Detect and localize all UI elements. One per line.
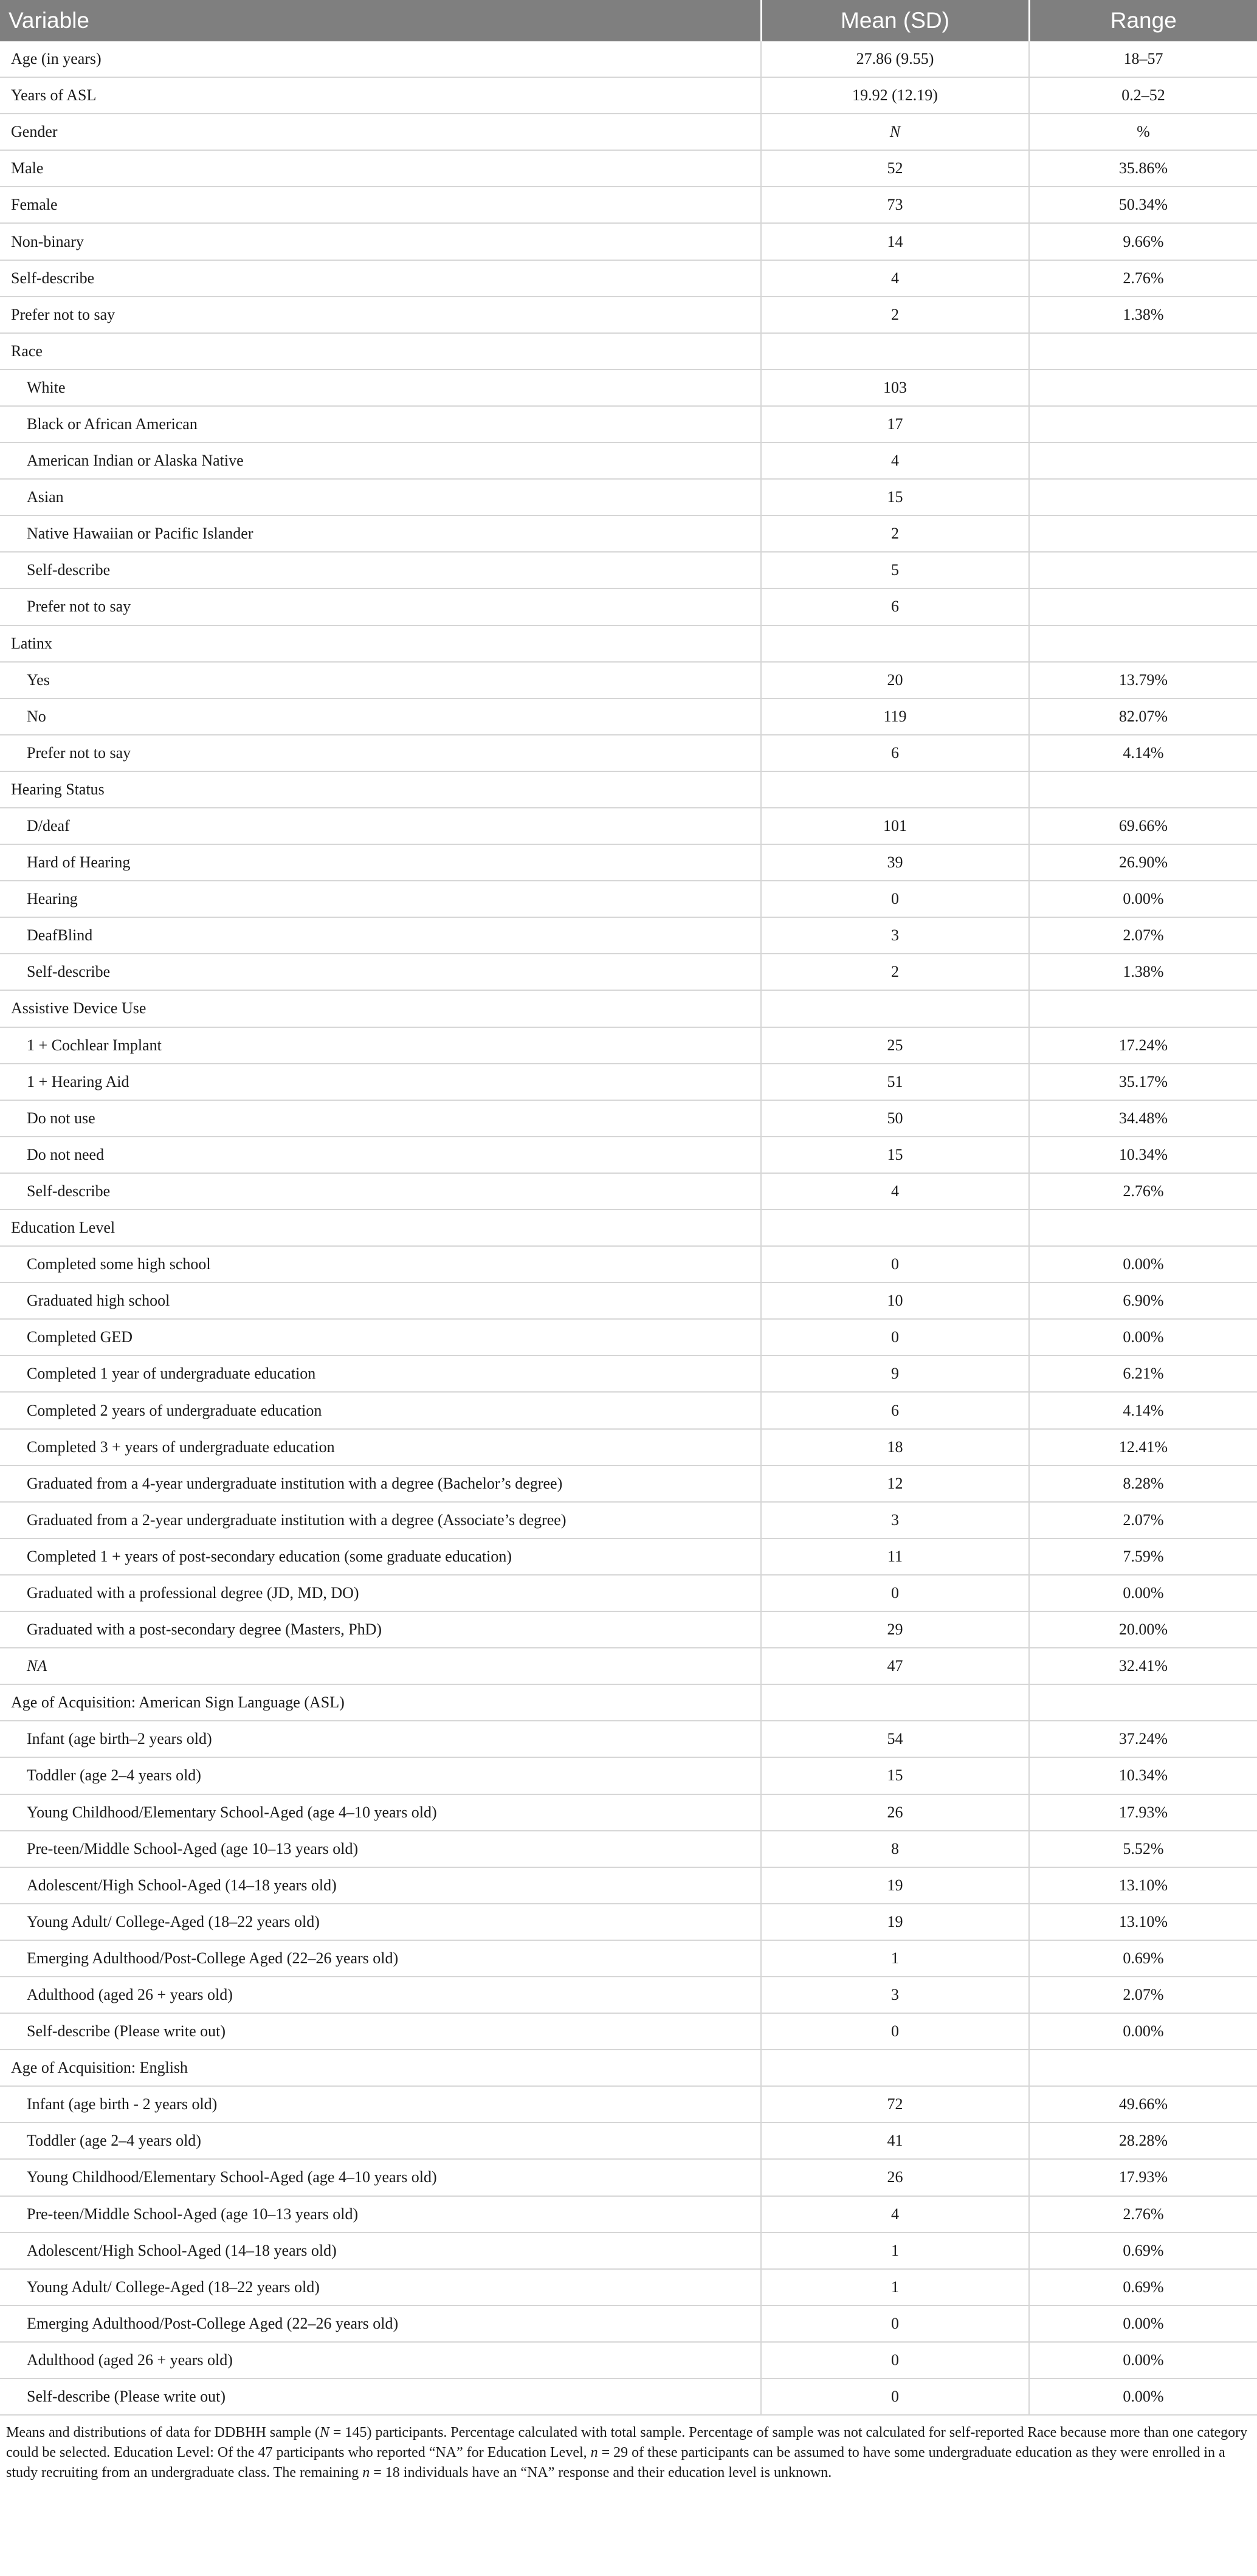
mean-sd-cell: 39 [761,844,1029,881]
variable-cell: Age (in years) [0,41,761,77]
section-row [0,1684,1257,1721]
table-row [0,2306,1257,2342]
range-cell: 35.86% [1029,150,1257,187]
table-row [0,1429,1257,1465]
table-row [0,479,1257,515]
mean-sd-cell: 103 [761,370,1029,406]
range-cell: 9.66% [1029,223,1257,260]
mean-sd-cell: 50 [761,1100,1029,1137]
mean-sd-cell [761,771,1029,808]
mean-sd-cell: 15 [761,1757,1029,1794]
variable-cell: Graduated with a professional degree (JD, MD, DO) [0,1575,761,1611]
range-cell: 5.52% [1029,1831,1257,1867]
range-cell: 28.28% [1029,2123,1257,2159]
mean-sd-cell: 1 [761,2233,1029,2269]
table-row [0,1648,1257,1684]
variable-cell: Adulthood (aged 26 + years old) [0,2342,761,2378]
footnote-n2-label: n [362,2465,370,2481]
range-cell: 34.48% [1029,1100,1257,1137]
variable-cell: NA [0,1648,761,1684]
mean-sd-cell: 1 [761,1940,1029,1977]
range-cell: 2.76% [1029,1173,1257,1210]
variable-cell: Years of ASL [0,77,761,114]
mean-sd-cell: 0 [761,2013,1029,2050]
mean-sd-cell: 19.92 (12.19) [761,77,1029,114]
footnote-n-total-label: N [319,2425,329,2441]
variable-cell: Prefer not to say [0,735,761,771]
variable-cell: Yes [0,662,761,698]
mean-sd-cell: 4 [761,2196,1029,2233]
table-row [0,1502,1257,1538]
section-label: Latinx [0,625,761,662]
mean-sd-cell: 14 [761,223,1029,260]
mean-sd-cell: 1 [761,2269,1029,2306]
mean-sd-cell: 101 [761,808,1029,844]
variable-cell: Prefer not to say [0,588,761,625]
variable-cell: Native Hawaiian or Pacific Islander [0,515,761,552]
mean-sd-cell: 4 [761,1173,1029,1210]
mean-sd-cell: 29 [761,1611,1029,1648]
section-row [0,1210,1257,1246]
variable-cell: Pre-teen/Middle School-Aged (age 10–13 years old) [0,2196,761,2233]
table-row [0,954,1257,990]
table-row [0,77,1257,114]
variable-cell: Young Adult/ College-Aged (18–22 years old) [0,1904,761,1940]
table-row [0,2378,1257,2415]
mean-sd-cell: 4 [761,443,1029,479]
range-cell [1029,990,1257,1027]
range-cell [1029,370,1257,406]
mean-sd-cell: 18 [761,1429,1029,1465]
mean-sd-cell: 0 [761,1575,1029,1611]
mean-sd-cell: 5 [761,552,1029,588]
range-cell: 6.90% [1029,1283,1257,1319]
range-cell: 69.66% [1029,808,1257,844]
variable-cell: Completed 1 year of undergraduate education [0,1355,761,1392]
table-header-row [0,0,1257,41]
mean-sd-cell: 0 [761,2378,1029,2415]
variable-cell: Toddler (age 2–4 years old) [0,1757,761,1794]
range-cell: 0.2–52 [1029,77,1257,114]
range-cell [1029,771,1257,808]
range-cell: 0.69% [1029,2269,1257,2306]
mean-sd-cell: 17 [761,406,1029,443]
section-row [0,990,1257,1027]
mean-sd-cell: 119 [761,698,1029,735]
mean-sd-cell [761,625,1029,662]
table-row [0,735,1257,771]
range-cell: 2.07% [1029,917,1257,954]
range-cell [1029,515,1257,552]
section-label: Age of Acquisition: English [0,2050,761,2086]
range-cell: 2.76% [1029,2196,1257,2233]
variable-cell: No [0,698,761,735]
range-cell: 13.10% [1029,1904,1257,1940]
variable-cell: Self-describe (Please write out) [0,2013,761,2050]
mean-sd-cell [761,990,1029,1027]
variable-cell: Do not use [0,1100,761,1137]
mean-sd-cell: 3 [761,1502,1029,1538]
range-cell: 10.34% [1029,1757,1257,1794]
range-cell: 49.66% [1029,2086,1257,2123]
range-cell: 2.76% [1029,260,1257,297]
table-row [0,1355,1257,1392]
table-row [0,1757,1257,1794]
variable-cell: Gender [0,114,761,150]
table-row [0,370,1257,406]
footnote-part-1: Means and distributions of data for DDBHH sample ( [6,2425,320,2441]
mean-sd-cell: 0 [761,2306,1029,2342]
mean-sd-cell: 20 [761,662,1029,698]
variable-cell: Graduated with a post-secondary degree (Masters, PhD) [0,1611,761,1648]
table-row [0,881,1257,917]
variable-cell: Graduated from a 4-year undergraduate institution with a degree (Bachelor’s degree) [0,1465,761,1502]
table-row [0,917,1257,954]
mean-sd-cell [761,2050,1029,2086]
variable-cell: Infant (age birth–2 years old) [0,1721,761,1757]
variable-cell: Self-describe [0,1173,761,1210]
table-row [0,1283,1257,1319]
table-row [0,662,1257,698]
section-row [0,771,1257,808]
range-cell: 0.00% [1029,2378,1257,2415]
range-cell: 0.00% [1029,2342,1257,2378]
section-label: Age of Acquisition: American Sign Language (ASL) [0,1684,761,1721]
mean-sd-cell: 2 [761,954,1029,990]
footnote-part-3: = 29 of these participants can be assumed to have some undergraduate education as they were enrolled in a study recruiting from an undergraduate class. The remaining [6,2445,1225,2481]
table-row [0,1721,1257,1757]
mean-sd-cell: 15 [761,1137,1029,1173]
range-cell: 37.24% [1029,1721,1257,1757]
range-cell: 0.00% [1029,1246,1257,1283]
variable-cell: Self-describe [0,954,761,990]
table-row [0,588,1257,625]
variable-cell: Pre-teen/Middle School-Aged (age 10–13 years old) [0,1831,761,1867]
variable-cell: 1 + Hearing Aid [0,1064,761,1100]
mean-sd-cell: 41 [761,2123,1029,2159]
table-row [0,150,1257,187]
mean-sd-cell: 3 [761,1977,1029,2013]
mean-sd-cell [761,1684,1029,1721]
mean-sd-cell: 0 [761,881,1029,917]
range-cell: 17.93% [1029,2159,1257,2195]
mean-sd-cell: 19 [761,1904,1029,1940]
variable-cell: Hearing [0,881,761,917]
table-row [0,1977,1257,2013]
section-label: Assistive Device Use [0,990,761,1027]
table-row [0,844,1257,881]
variable-cell: Self-describe [0,260,761,297]
table-row [0,223,1257,260]
range-cell: 0.00% [1029,2306,1257,2342]
table-row [0,1465,1257,1502]
table-row [0,1173,1257,1210]
range-cell [1029,333,1257,370]
mean-sd-cell: 3 [761,917,1029,954]
table-row [0,2342,1257,2378]
range-cell: 18–57 [1029,41,1257,77]
mean-sd-cell: 2 [761,297,1029,333]
variable-cell: Emerging Adulthood/Post-College Aged (22–26 years old) [0,2306,761,2342]
range-cell: 2.07% [1029,1502,1257,1538]
section-row [0,2050,1257,2086]
variable-cell: Prefer not to say [0,297,761,333]
variable-cell: Graduated from a 2-year undergraduate institution with a degree (Associate’s degree) [0,1502,761,1538]
range-cell: 12.41% [1029,1429,1257,1465]
range-cell: 0.00% [1029,881,1257,917]
range-cell: 0.00% [1029,2013,1257,2050]
footnote-part-2: = 145) participants. Percentage calculated with total sample. Percentage of sample was not calculated for self-reported Race because more than one category could be selected. Education Level: Of the 47 participants who reported “NA” for Education Level, [6,2425,1248,2461]
table-footnote [0,2416,1257,2483]
mean-sd-cell [761,333,1029,370]
range-cell [1029,479,1257,515]
section-row [0,625,1257,662]
variable-cell: Self-describe (Please write out) [0,2378,761,2415]
range-cell [1029,2050,1257,2086]
table-row [0,1940,1257,1977]
mean-sd-cell: 2 [761,515,1029,552]
mean-sd-cell: 8 [761,1831,1029,1867]
variable-cell: White [0,370,761,406]
range-cell [1029,588,1257,625]
range-cell: % [1029,114,1257,150]
variable-cell: DeafBlind [0,917,761,954]
table-row [0,1246,1257,1283]
mean-sd-cell: 6 [761,588,1029,625]
variable-cell: Male [0,150,761,187]
variable-cell: Young Childhood/Elementary School-Aged (age 4–10 years old) [0,2159,761,2195]
mean-sd-cell: 12 [761,1465,1029,1502]
variable-cell: Adolescent/High School-Aged (14–18 years old) [0,2233,761,2269]
variable-cell: D/deaf [0,808,761,844]
range-cell: 0.69% [1029,1940,1257,1977]
mean-sd-cell: 10 [761,1283,1029,1319]
range-cell [1029,406,1257,443]
range-cell: 50.34% [1029,187,1257,223]
table-row [0,1137,1257,1173]
table-row [0,1867,1257,1904]
mean-sd-cell: 0 [761,1319,1029,1355]
table-row [0,515,1257,552]
range-cell: 13.10% [1029,1867,1257,1904]
range-cell: 13.79% [1029,662,1257,698]
table-row [0,2233,1257,2269]
mean-sd-cell: 73 [761,187,1029,223]
variable-cell: Female [0,187,761,223]
table-row [0,443,1257,479]
range-cell [1029,1210,1257,1246]
table-row [0,1100,1257,1137]
table-row [0,1064,1257,1100]
range-cell: 2.07% [1029,1977,1257,2013]
mean-sd-cell: 19 [761,1867,1029,1904]
table-row [0,260,1257,297]
table-row [0,1538,1257,1575]
mean-sd-cell: 72 [761,2086,1029,2123]
mean-sd-cell: 26 [761,1794,1029,1831]
table-row [0,1831,1257,1867]
section-label: Hearing Status [0,771,761,808]
mean-sd-cell: 6 [761,1392,1029,1428]
variable-cell: Self-describe [0,552,761,588]
range-cell: 82.07% [1029,698,1257,735]
range-cell: 6.21% [1029,1355,1257,1392]
range-cell [1029,1684,1257,1721]
variable-cell: Adolescent/High School-Aged (14–18 years old) [0,1867,761,1904]
table-row [0,1904,1257,1940]
table-row [0,187,1257,223]
range-cell: 0.00% [1029,1575,1257,1611]
header-range: Range [1029,0,1257,41]
header-mean-sd: Mean (SD) [761,0,1029,41]
range-cell: 17.93% [1029,1794,1257,1831]
range-cell: 7.59% [1029,1538,1257,1575]
table-row [0,1392,1257,1428]
range-cell: 1.38% [1029,297,1257,333]
variable-cell: Infant (age birth - 2 years old) [0,2086,761,2123]
mean-sd-cell: 9 [761,1355,1029,1392]
variable-cell: Adulthood (aged 26 + years old) [0,1977,761,2013]
mean-sd-cell: N [761,114,1029,150]
range-cell: 35.17% [1029,1064,1257,1100]
variable-cell: Emerging Adulthood/Post-College Aged (22–26 years old) [0,1940,761,1977]
range-cell: 0.00% [1029,1319,1257,1355]
table-row [0,406,1257,443]
section-row [0,333,1257,370]
range-cell: 32.41% [1029,1648,1257,1684]
variable-cell: Do not need [0,1137,761,1173]
table-row [0,1794,1257,1831]
range-cell: 1.38% [1029,954,1257,990]
table-body [0,41,1257,2415]
variable-cell: 1 + Cochlear Implant [0,1027,761,1064]
variable-cell: Completed some high school [0,1246,761,1283]
range-cell: 10.34% [1029,1137,1257,1173]
range-cell: 17.24% [1029,1027,1257,1064]
variable-cell: Young Adult/ College-Aged (18–22 years old) [0,2269,761,2306]
variable-cell: Completed 1 + years of post-secondary education (some graduate education) [0,1538,761,1575]
table-row [0,297,1257,333]
mean-sd-cell: 52 [761,150,1029,187]
variable-cell: Non-binary [0,223,761,260]
table-row [0,2086,1257,2123]
range-cell [1029,443,1257,479]
mean-sd-cell: 11 [761,1538,1029,1575]
range-cell: 8.28% [1029,1465,1257,1502]
mean-sd-cell: 26 [761,2159,1029,2195]
section-label: Education Level [0,1210,761,1246]
table-row [0,114,1257,150]
variable-cell: Completed GED [0,1319,761,1355]
variable-cell: Asian [0,479,761,515]
variable-cell: Young Childhood/Elementary School-Aged (age 4–10 years old) [0,1794,761,1831]
variable-cell: Graduated high school [0,1283,761,1319]
mean-sd-cell: 27.86 (9.55) [761,41,1029,77]
table-row [0,2159,1257,2195]
variable-cell: American Indian or Alaska Native [0,443,761,479]
table-row [0,552,1257,588]
table-row [0,2269,1257,2306]
variable-cell: Completed 3 + years of undergraduate education [0,1429,761,1465]
range-cell: 4.14% [1029,735,1257,771]
range-cell [1029,625,1257,662]
table-row [0,2123,1257,2159]
table-row [0,41,1257,77]
table-row [0,1611,1257,1648]
range-cell: 0.69% [1029,2233,1257,2269]
table-row [0,1319,1257,1355]
variable-cell: Hard of Hearing [0,844,761,881]
mean-sd-cell: 0 [761,2342,1029,2378]
table-row [0,808,1257,844]
range-cell: 20.00% [1029,1611,1257,1648]
table-row [0,698,1257,735]
range-cell: 26.90% [1029,844,1257,881]
variable-cell: Completed 2 years of undergraduate education [0,1392,761,1428]
header-variable: Variable [0,0,761,41]
mean-sd-cell: 0 [761,1246,1029,1283]
range-cell [1029,552,1257,588]
range-cell: 4.14% [1029,1392,1257,1428]
table-row [0,2013,1257,2050]
variable-cell: Black or African American [0,406,761,443]
table-row [0,1575,1257,1611]
section-label: Race [0,333,761,370]
mean-sd-cell: 51 [761,1064,1029,1100]
mean-sd-cell [761,1210,1029,1246]
table-row [0,1027,1257,1064]
mean-sd-cell: 4 [761,260,1029,297]
variable-cell: Toddler (age 2–4 years old) [0,2123,761,2159]
mean-sd-cell: 25 [761,1027,1029,1064]
mean-sd-cell: 15 [761,479,1029,515]
footnote-n1-label: n [590,2445,598,2461]
footnote-part-4: = 18 individuals have an “NA” response and their education level is unknown. [370,2465,832,2481]
mean-sd-cell: 54 [761,1721,1029,1757]
table-row [0,2196,1257,2233]
mean-sd-cell: 47 [761,1648,1029,1684]
mean-sd-cell: 6 [761,735,1029,771]
